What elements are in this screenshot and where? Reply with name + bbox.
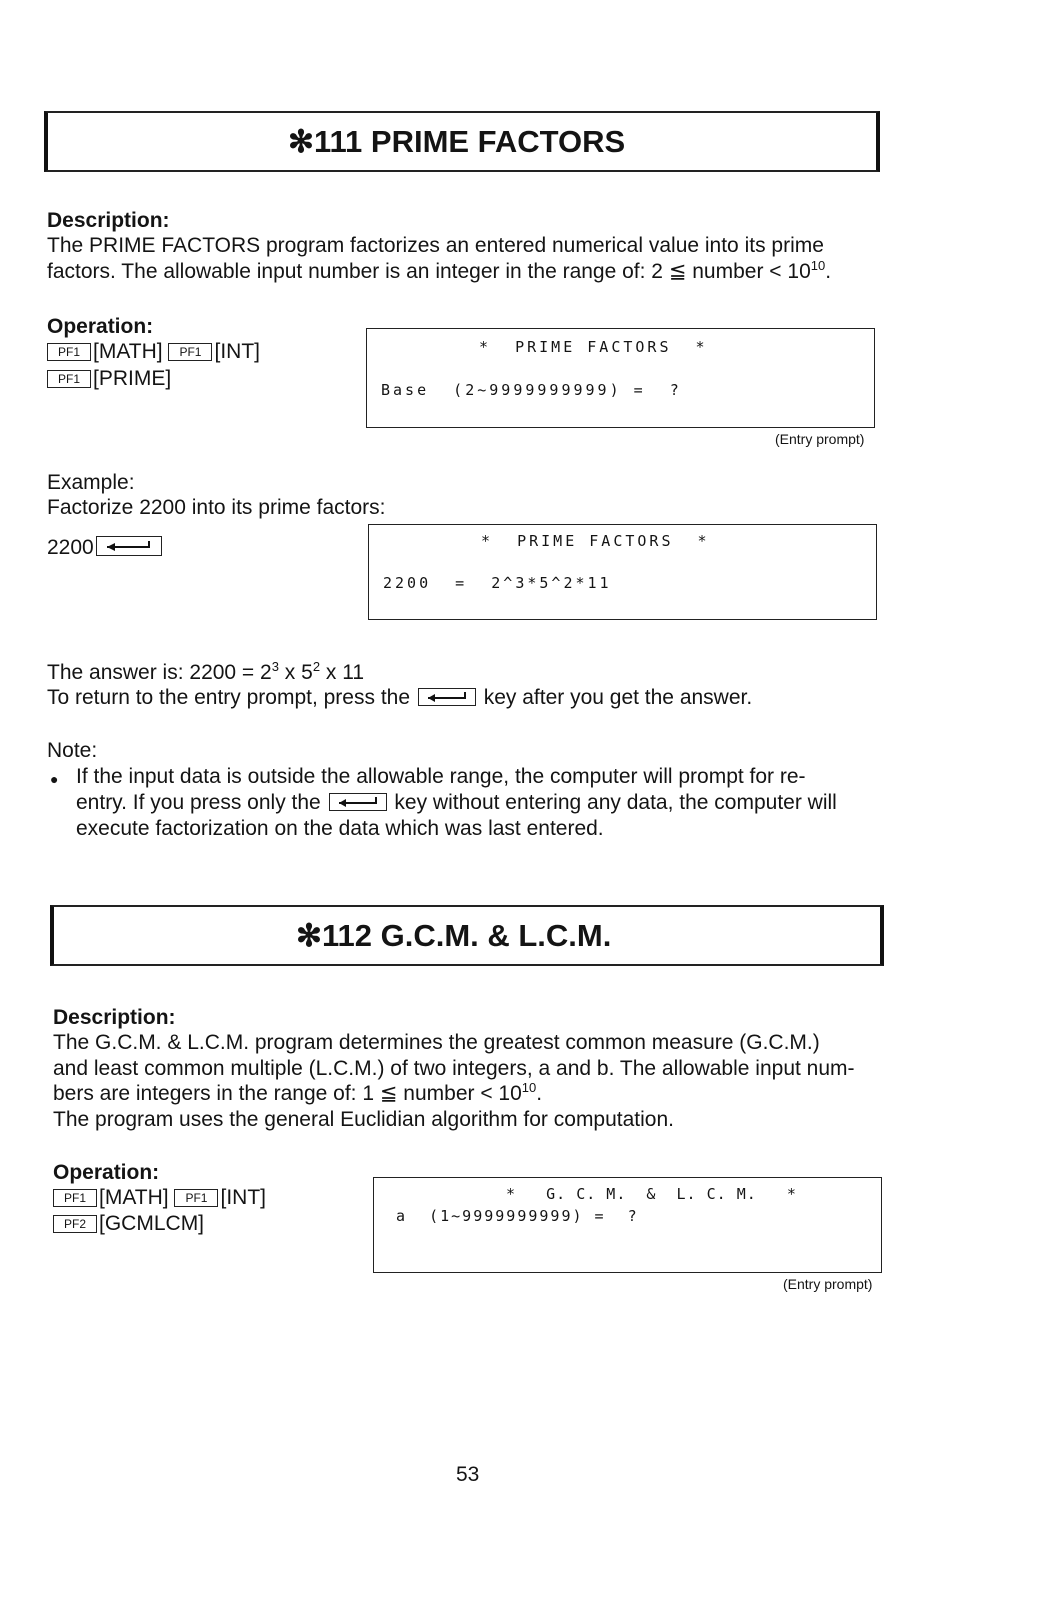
operation-line-2 [53, 1211, 204, 1237]
enter-key[interactable] [96, 536, 162, 556]
lcd-screen-result [368, 524, 877, 620]
note-line: If the input data is outside the allowable range, the computer will prompt for re- [76, 765, 806, 788]
section-title-prime-factors: ✻111 PRIME FACTORS [288, 123, 626, 159]
page-number: 53 [456, 1463, 480, 1486]
section-title-gcm-lcm: ✻112 G.C.M. & L.C.M. [296, 917, 612, 953]
example-input [47, 535, 164, 561]
description-line: The program uses the general Euclidian algorithm for computation. [53, 1108, 674, 1131]
description-line [47, 259, 831, 285]
screen-prompt: a (1~9999999999) = ? [396, 1207, 639, 1225]
pf1-key[interactable]: PF1 [47, 370, 91, 388]
enter-arrow-icon [419, 689, 475, 705]
note-text: entry. If you press only the [76, 791, 321, 814]
screen-title: * G. C. M. & L. C. M. * [506, 1185, 797, 1203]
exponent: 10 [521, 1080, 537, 1095]
entry-prompt-caption: (Entry prompt) [783, 1276, 873, 1292]
description-text: . [536, 1082, 543, 1105]
enter-arrow-icon [330, 794, 386, 810]
description-text: factors. The allowable input number is an integer in the range of: 2 ≦ number < 10 [47, 260, 811, 283]
operation-heading: Operation: [53, 1161, 160, 1184]
lcd-screen-gcm-entry-prompt [373, 1177, 882, 1273]
operation-line-1 [53, 1185, 266, 1211]
operation-line-1 [47, 339, 260, 365]
int-menu-label: [INT] [214, 340, 260, 363]
answer-text: The answer is: 2200 = 2 [47, 661, 272, 684]
pf1-key[interactable]: PF1 [174, 1189, 218, 1207]
example-label: Example: [47, 471, 135, 494]
note-line: execute factorization on the data which was last entered. [76, 817, 604, 840]
note-label: Note: [47, 739, 98, 762]
pf2-key[interactable]: PF2 [53, 1215, 97, 1233]
description-heading: Description: [47, 209, 170, 232]
description-line [53, 1081, 542, 1107]
operation-heading: Operation: [47, 315, 154, 338]
description-line: The PRIME FACTORS program factorizes an entered numerical value into its prime [47, 234, 824, 257]
entry-prompt-caption: (Entry prompt) [775, 431, 865, 447]
answer-text: x 5 [278, 661, 313, 684]
screen-title: * PRIME FACTORS * [479, 338, 708, 356]
description-line: and least common multiple (L.C.M.) of two integers, a and b. The allowable input num- [53, 1057, 855, 1080]
enter-arrow-icon [97, 537, 161, 555]
bullet-icon: ● [50, 771, 59, 787]
enter-key[interactable] [329, 793, 387, 811]
screen-title: * PRIME FACTORS * [481, 532, 710, 550]
return-instruction [47, 685, 752, 711]
instruction-text: To return to the entry prompt, press the [47, 686, 411, 709]
exponent: 3 [271, 659, 279, 674]
pf1-key[interactable]: PF1 [53, 1189, 97, 1207]
screen-prompt: Base (2~9999999999) = ? [381, 381, 682, 399]
instruction-text: key after you get the answer. [483, 686, 753, 709]
pf1-key[interactable]: PF1 [47, 343, 91, 361]
exponent: 10 [810, 258, 826, 273]
description-line: The G.C.M. & L.C.M. program determines the greatest common measure (G.C.M.) [53, 1031, 820, 1054]
note-line [76, 790, 837, 816]
answer-text: x 11 [320, 661, 365, 684]
prime-menu-label: [PRIME] [93, 367, 172, 390]
enter-key[interactable] [418, 688, 476, 706]
example-input-value: 2200 [47, 536, 94, 559]
gcmlcm-menu-label: [GCMLCM] [99, 1212, 205, 1235]
lcd-screen-entry-prompt [366, 328, 875, 428]
math-menu-label: [MATH] [99, 1186, 169, 1209]
screen-result: 2200 = 2^3*5^2*11 [383, 574, 612, 592]
example-text: Factorize 2200 into its prime factors: [47, 496, 386, 519]
description-text: bers are integers in the range of: 1 ≦ number < 10 [53, 1082, 522, 1105]
section-title-box-gcm-lcm [50, 905, 884, 966]
pf1-key[interactable]: PF1 [168, 343, 212, 361]
operation-line-2 [47, 366, 171, 392]
description-text: . [825, 260, 832, 283]
math-menu-label: [MATH] [93, 340, 163, 363]
int-menu-label: [INT] [220, 1186, 266, 1209]
section-title-box-prime-factors [44, 111, 880, 172]
exponent: 2 [312, 659, 321, 674]
description-heading: Description: [53, 1006, 176, 1029]
note-bullet [50, 765, 58, 792]
answer-line [47, 660, 364, 686]
note-text: key without entering any data, the computer will [394, 791, 837, 814]
